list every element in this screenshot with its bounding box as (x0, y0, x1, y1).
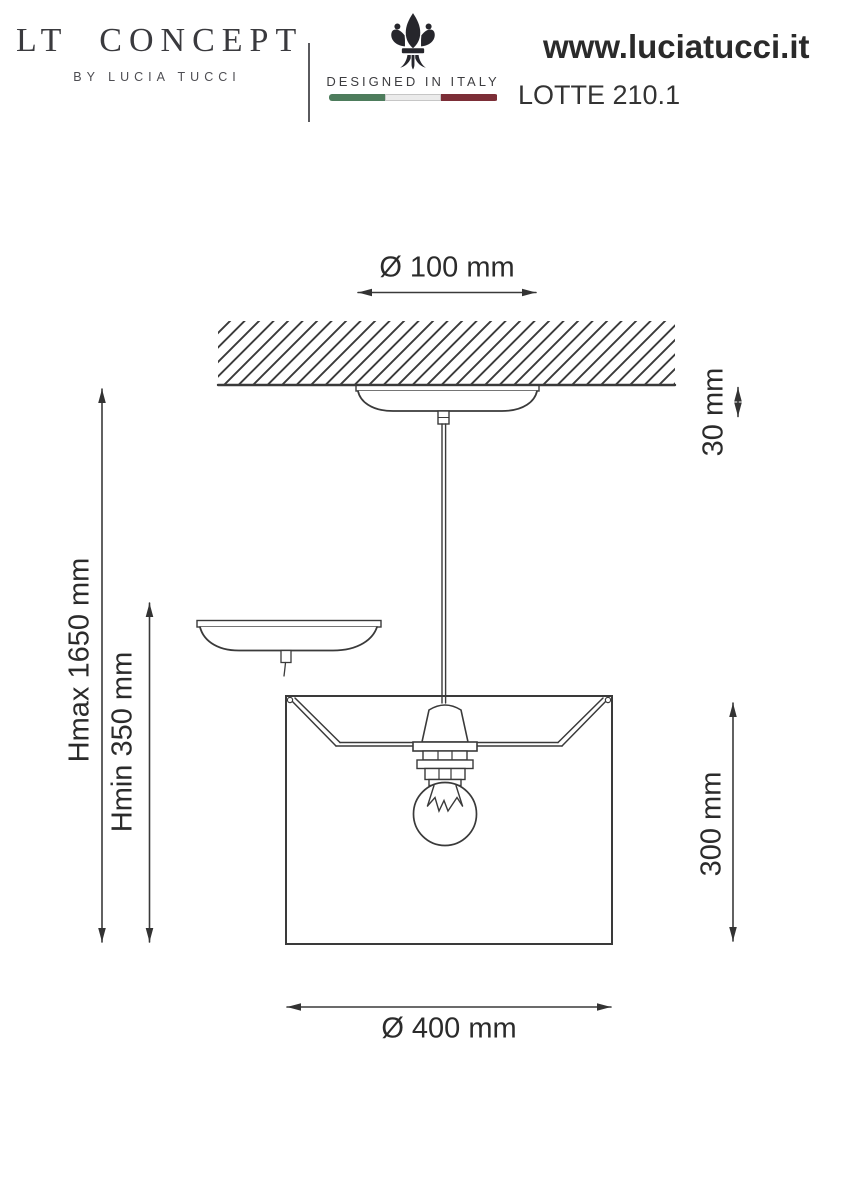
lamp-socket (413, 705, 477, 786)
designed-in-italy-label: DESIGNED IN ITALY (326, 74, 500, 89)
brand-byline: BY LUCIA TUCCI (73, 70, 241, 84)
shade-height-label: 300 mm (695, 771, 728, 877)
ceiling-hatch (218, 321, 675, 385)
canopy-diameter-label: Ø 100 mm (379, 251, 515, 284)
model-number: LOTTE 210.1 (518, 80, 681, 110)
suspension-cord (442, 424, 446, 703)
shade-diameter-label: Ø 400 mm (381, 1012, 517, 1045)
min-height-label: Hmin 350 mm (106, 651, 139, 833)
brand-name: LT CONCEPT (16, 22, 304, 59)
light-bulb (414, 783, 477, 846)
ceiling-canopy (356, 386, 539, 425)
canopy-height-label: 30 mm (697, 367, 730, 457)
website-text: www.luciatucci.it (543, 28, 810, 65)
max-height-label: Hmax 1650 mm (63, 557, 96, 763)
detached-canopy (197, 621, 381, 677)
